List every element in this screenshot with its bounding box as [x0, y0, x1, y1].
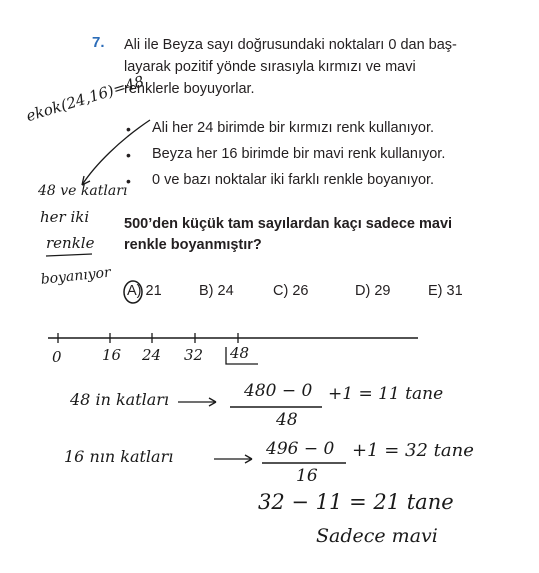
note-underline — [46, 254, 92, 256]
number-line-label: 24 — [142, 346, 162, 364]
choice-value: 31 — [446, 283, 463, 299]
choice-letter: A) — [127, 283, 142, 299]
calc-16-result: +1 = 32 tane — [352, 440, 474, 461]
bullet-dot: • — [126, 147, 131, 163]
final-answer: 32 − 11 = 21 tane — [258, 490, 454, 514]
stem-line: layarak pozitif yönde sırasıyla kırmızı ve mavi — [124, 59, 416, 75]
choice-letter: E) — [428, 283, 443, 299]
number-line-label: 32 — [184, 346, 204, 364]
bullet-item: Beyza her 16 birimde bir mavi renk kullanıyor. — [152, 146, 446, 162]
number-line-label: 48 — [230, 344, 250, 362]
bullet-dot: • — [126, 173, 131, 189]
calc-48-numerator: 480 − 0 — [244, 381, 313, 401]
calc-48-denominator: 48 — [276, 410, 298, 430]
final-note: Sadece mavi — [316, 525, 438, 547]
choice-value: 24 — [217, 283, 234, 299]
ekok-note: ekok(24,16)=48 — [24, 72, 147, 126]
margin-note-line: boyanıyor — [40, 264, 112, 288]
margin-note-line: 48 ve katları — [38, 183, 128, 199]
prompt-line: 500’den küçük tam sayılardan kaçı sadece mavi — [124, 216, 453, 232]
choice-value: 26 — [292, 283, 309, 299]
choice-letter: B) — [199, 283, 214, 299]
calc-16-label: 16 nın katları — [64, 447, 174, 466]
choice-letter: D) — [355, 283, 371, 299]
bullet-item: Ali her 24 birimde bir kırmızı renk kullanıyor. — [152, 120, 435, 136]
stem-line: Ali ile Beyza sayı doğrusundaki noktaları 0 dan baş- — [124, 37, 457, 53]
choice-value: 29 — [374, 283, 391, 299]
question-number: 7. — [92, 34, 105, 51]
calc-16-denominator: 16 — [296, 466, 318, 486]
calc-48-result: +1 = 11 tane — [328, 384, 444, 404]
answer-circle-mark — [124, 281, 142, 303]
stem-line: renklerle boyuyorlar. — [124, 81, 255, 97]
choice-letter: C) — [273, 283, 289, 299]
margin-note-line: her iki — [40, 208, 90, 226]
number-line-label: 0 — [52, 348, 62, 366]
bullet-item: 0 ve bazı noktalar iki farklı renkle boyanıyor. — [152, 172, 435, 188]
note-arrow — [82, 120, 150, 185]
calc-16-numerator: 496 − 0 — [266, 439, 335, 459]
bullet-dot: • — [126, 121, 131, 137]
choice-value: 21 — [145, 283, 162, 299]
margin-note-line: renkle — [46, 234, 95, 252]
calc-48-label: 48 in katları — [70, 390, 170, 409]
prompt-line: renkle boyanmıştır? — [124, 237, 262, 253]
number-line-label: 16 — [102, 346, 122, 364]
